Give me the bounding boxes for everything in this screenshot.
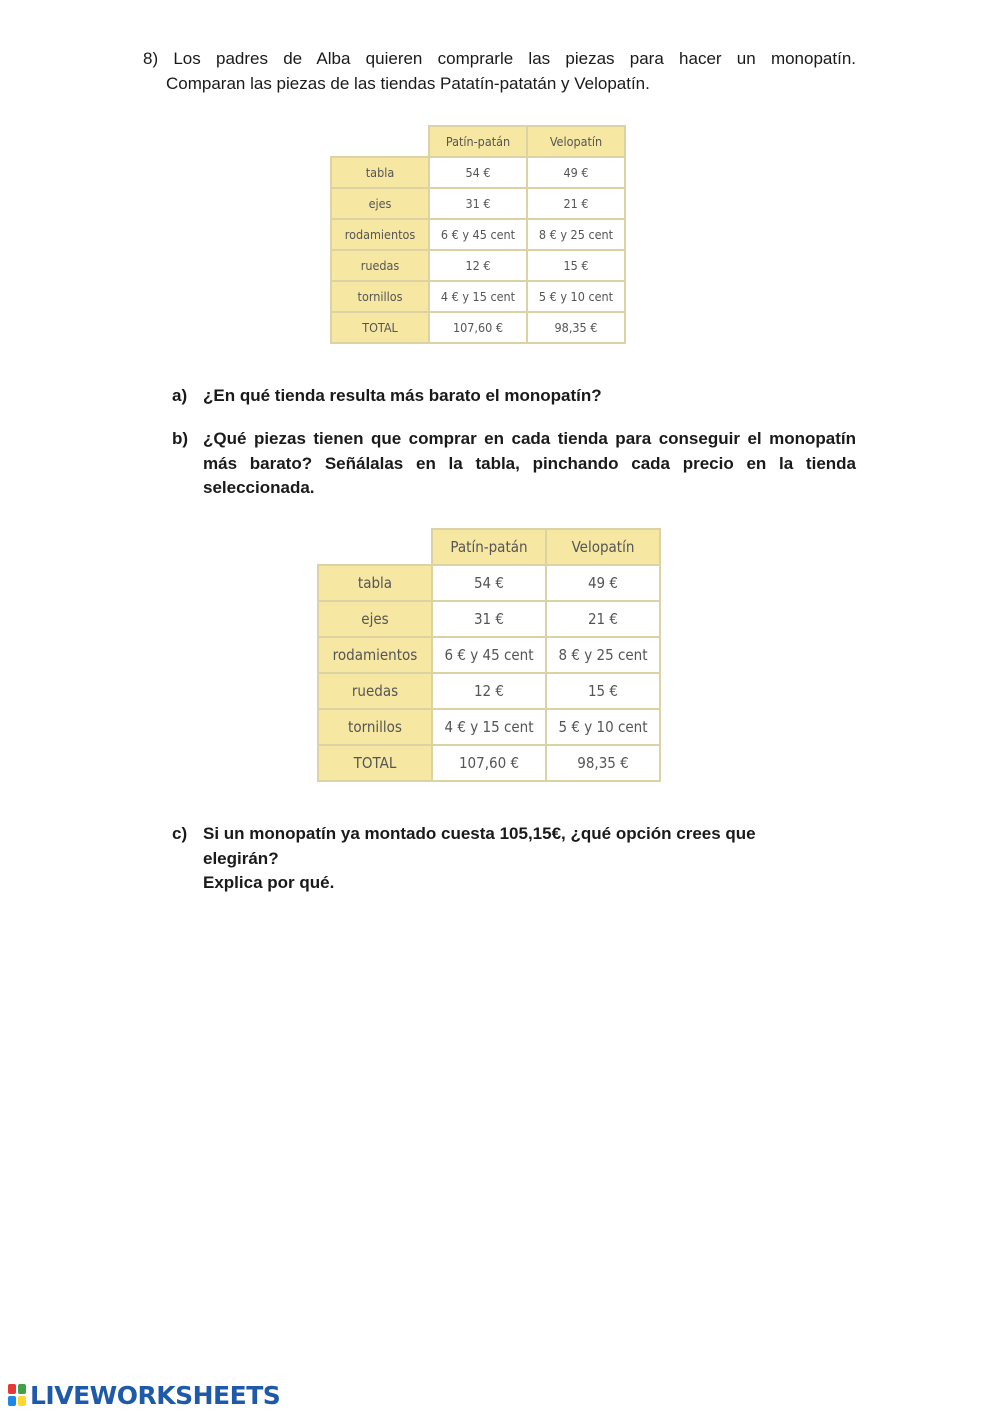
table-row — [318, 673, 660, 709]
exercise-statement — [143, 46, 856, 96]
row-label: ruedas — [318, 673, 432, 709]
table-row — [331, 157, 625, 188]
table-header-row — [331, 126, 625, 157]
table-header-row — [318, 529, 660, 565]
table-row — [318, 565, 660, 601]
table-row — [331, 250, 625, 281]
header-patin-patan: Patín-patán — [432, 529, 546, 565]
table-row — [331, 188, 625, 219]
price-table-reference — [330, 125, 626, 344]
table-corner — [318, 529, 432, 565]
price-cell: 107,60 € — [432, 745, 546, 781]
row-label: ruedas — [331, 250, 429, 281]
table-row — [331, 219, 625, 250]
selectable-price-cell[interactable]: 8 € y 25 cent — [546, 637, 660, 673]
question-c-line-1: Si un monopatín ya montado cuesta 105,15€, ¿qué opción crees que — [203, 824, 756, 843]
selectable-price-cell[interactable]: 49 € — [546, 565, 660, 601]
table-row — [318, 601, 660, 637]
selectable-price-cell[interactable]: 21 € — [546, 601, 660, 637]
price-cell: 15 € — [527, 250, 625, 281]
logo-blocks-icon — [8, 1383, 28, 1407]
price-cell: 4 € y 15 cent — [429, 281, 527, 312]
selectable-price-cell[interactable]: 31 € — [432, 601, 546, 637]
statement-line-2: Comparan las piezas de las tiendas Patatín-patatán y Velopatín. — [166, 74, 650, 93]
row-label: tornillos — [318, 709, 432, 745]
price-cell: 5 € y 10 cent — [527, 281, 625, 312]
selectable-price-cell[interactable]: 4 € y 15 cent — [432, 709, 546, 745]
statement-line-1: 8) Los padres de Alba quieren comprarle las piezas para hacer un monopatín. — [143, 49, 856, 68]
header-patin-patan: Patín-patán — [429, 126, 527, 157]
question-c-line-2: elegirán? — [203, 848, 279, 868]
row-label: TOTAL — [318, 745, 432, 781]
row-label: tornillos — [331, 281, 429, 312]
table-row — [331, 281, 625, 312]
header-velopatin: Velopatín — [546, 529, 660, 565]
liveworksheets-logo — [8, 1381, 280, 1409]
price-cell: 54 € — [429, 157, 527, 188]
price-cell: 21 € — [527, 188, 625, 219]
price-cell: 49 € — [527, 157, 625, 188]
table-corner — [331, 126, 429, 157]
table-row-total — [318, 745, 660, 781]
header-velopatin: Velopatín — [527, 126, 625, 157]
question-c-marker: c) — [172, 824, 188, 843]
question-c — [172, 822, 856, 896]
row-label: rodamientos — [331, 219, 429, 250]
price-cell: 8 € y 25 cent — [527, 219, 625, 250]
question-b — [172, 427, 856, 501]
row-label: tabla — [331, 157, 429, 188]
price-cell: 98,35 € — [546, 745, 660, 781]
question-b-text: ¿Qué piezas tienen que comprar en cada tienda para conseguir el monopatín más barato? Señálalas en la tabla, pinchando cada precio en la tienda seleccionada. — [203, 429, 856, 497]
selectable-price-cell[interactable]: 5 € y 10 cent — [546, 709, 660, 745]
question-c-line-3: Explica por qué. — [203, 873, 335, 892]
selectable-price-cell[interactable]: 15 € — [546, 673, 660, 709]
row-label: TOTAL — [331, 312, 429, 343]
selectable-price-cell[interactable]: 6 € y 45 cent — [432, 637, 546, 673]
row-label: tabla — [318, 565, 432, 601]
table-row — [318, 637, 660, 673]
question-a-text: ¿En qué tienda resulta más barato el monopatín? — [203, 386, 602, 405]
table-row-total — [331, 312, 625, 343]
price-cell: 12 € — [429, 250, 527, 281]
price-cell: 98,35 € — [527, 312, 625, 343]
logo-text: LIVEWORKSHEETS — [30, 1380, 281, 1410]
price-cell: 31 € — [429, 188, 527, 219]
question-b-marker: b) — [172, 429, 189, 448]
row-label: ejes — [331, 188, 429, 219]
selectable-price-cell[interactable]: 54 € — [432, 565, 546, 601]
selectable-price-cell[interactable]: 12 € — [432, 673, 546, 709]
question-a — [172, 384, 856, 409]
question-a-marker: a) — [172, 386, 188, 405]
row-label: rodamientos — [318, 637, 432, 673]
price-cell: 6 € y 45 cent — [429, 219, 527, 250]
price-table-selectable — [317, 528, 661, 782]
table-row — [318, 709, 660, 745]
row-label: ejes — [318, 601, 432, 637]
price-cell: 107,60 € — [429, 312, 527, 343]
